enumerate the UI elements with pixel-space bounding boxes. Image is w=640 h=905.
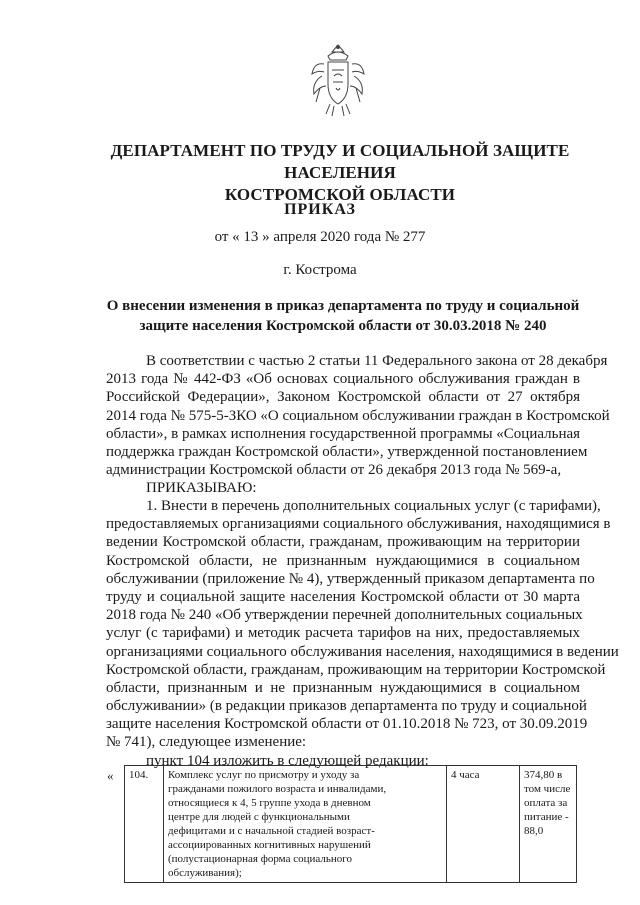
description-line: центре для людей с функциональными [168, 811, 350, 823]
preamble-line: области», в рамках исполнения государственной программы «Социальная [106, 425, 581, 442]
description-line: обслуживания); [168, 867, 242, 879]
duration-cell: 4 часа [447, 766, 520, 883]
description-line: (полустационарная форма социального [168, 853, 352, 865]
department-name [80, 140, 600, 206]
item-1-line: области, признанным и не признанным нуждающимися в социальном [106, 679, 580, 696]
item-1-line: обслуживании (приложение № 4), утвержденный приказом департамента по [106, 570, 595, 587]
item-1-line: организациями социального обслуживания населения, находящимися в ведении [106, 643, 619, 660]
item-1-line: Костромской области, гражданам, проживающим на территории Костромской [106, 661, 606, 678]
item-1-line: услуг (с тарифами) и методик расчета тарифов на них, предоставляемых [106, 625, 580, 642]
description-line: Комплекс услуг по присмотру и уходу за [168, 769, 360, 781]
preamble-paragraph [106, 352, 610, 498]
item-1-line: Костромской области, не признанным нуждающимися в социальном [106, 552, 580, 569]
item-1-line: 2018 года № 240 «Об утверждении перечней дополнительных социальных [106, 607, 583, 624]
description-line: ассоциированных когнитивных нарушений [168, 839, 371, 851]
preamble-line: поддержка граждан Костромской области», утвержденной постановлением [106, 443, 588, 460]
price-line: питание - [524, 811, 569, 823]
department-name-line2: КОСТРОМСКОЙ ОБЛАСТИ [224, 185, 456, 204]
preamble-line: 2014 года № 575-5-ЗКО «О социальном обслуживании граждан в Костромской [106, 407, 610, 424]
item-1-line: № 741), следующее изменение: [106, 734, 307, 751]
price-line: 374,80 в [524, 769, 563, 781]
tariff-table [124, 765, 577, 883]
item-1-line: предоставляемых организациями социального обслуживания, находящимися в [106, 516, 611, 533]
item-1-line: обслуживании» (в редакции приказов департамента по труду и социальной [106, 698, 587, 715]
preamble-line: Российской Федерации», Законом Костромской области от 27 октября [106, 389, 580, 406]
coat-of-arms-emblem [306, 42, 370, 120]
opening-quote-mark: « [107, 768, 114, 783]
order-title: ПРИКАЗ [284, 201, 356, 218]
price-line: оплата за [524, 797, 568, 809]
description-line: дефицитами и с начальной стадией возраст- [168, 825, 375, 837]
city-name: г. Кострома [283, 262, 357, 278]
preamble-line: 2013 года № 442-ФЗ «Об основах социального обслуживания граждан в [106, 371, 580, 388]
table-row [125, 766, 577, 883]
item-1-line: защите населения Костромской области от 01.10.2018 № 723, от 30.09.2019 [106, 716, 588, 733]
clause-line: пункт 104 изложить в следующей редакции: [146, 752, 429, 769]
price-line: том числе [524, 783, 571, 795]
order-subject-line2: защите населения Костромской области от 30.03.2018 № 240 [139, 318, 547, 334]
order-date: от « 13 » апреля 2020 года № 277 [214, 229, 426, 245]
price-cell [520, 766, 577, 883]
order-word: ПРИКАЗЫВАЮ: [146, 480, 257, 497]
item-1-paragraph [106, 497, 619, 770]
preamble-line: администрации Костромской области от 26 декабря 2013 года № 569-а, [106, 462, 562, 479]
item-1-line: ведении Костромской области, гражданам, проживающим на территории [106, 534, 580, 551]
description-line: относящиеся к 4, 5 группе ухода в дневном [168, 797, 371, 809]
item-1-line: 1. Внести в перечень дополнительных социальных услуг (с тарифами), [146, 498, 601, 514]
order-subject-line1: О внесении изменения в приказ департамента по труду и социальной [106, 298, 580, 314]
department-name-line1: ДЕПАРТАМЕНТ ПО ТРУДУ И СОЦИАЛЬНОЙ ЗАЩИТЕ НАСЕЛЕНИЯ [110, 141, 570, 182]
description-line: гражданами пожилого возраста и инвалидами, [168, 783, 387, 795]
item-1-line: труду и социальной защите населения Костромской области от 30 марта [106, 588, 580, 605]
price-line: 88,0 [524, 825, 544, 837]
service-description-cell [164, 766, 447, 883]
preamble-line: В соответствии с частью 2 статьи 11 Федерального закона от 28 декабря [146, 353, 608, 369]
order-subject [106, 296, 580, 336]
item-number-cell: 104. [125, 766, 164, 883]
